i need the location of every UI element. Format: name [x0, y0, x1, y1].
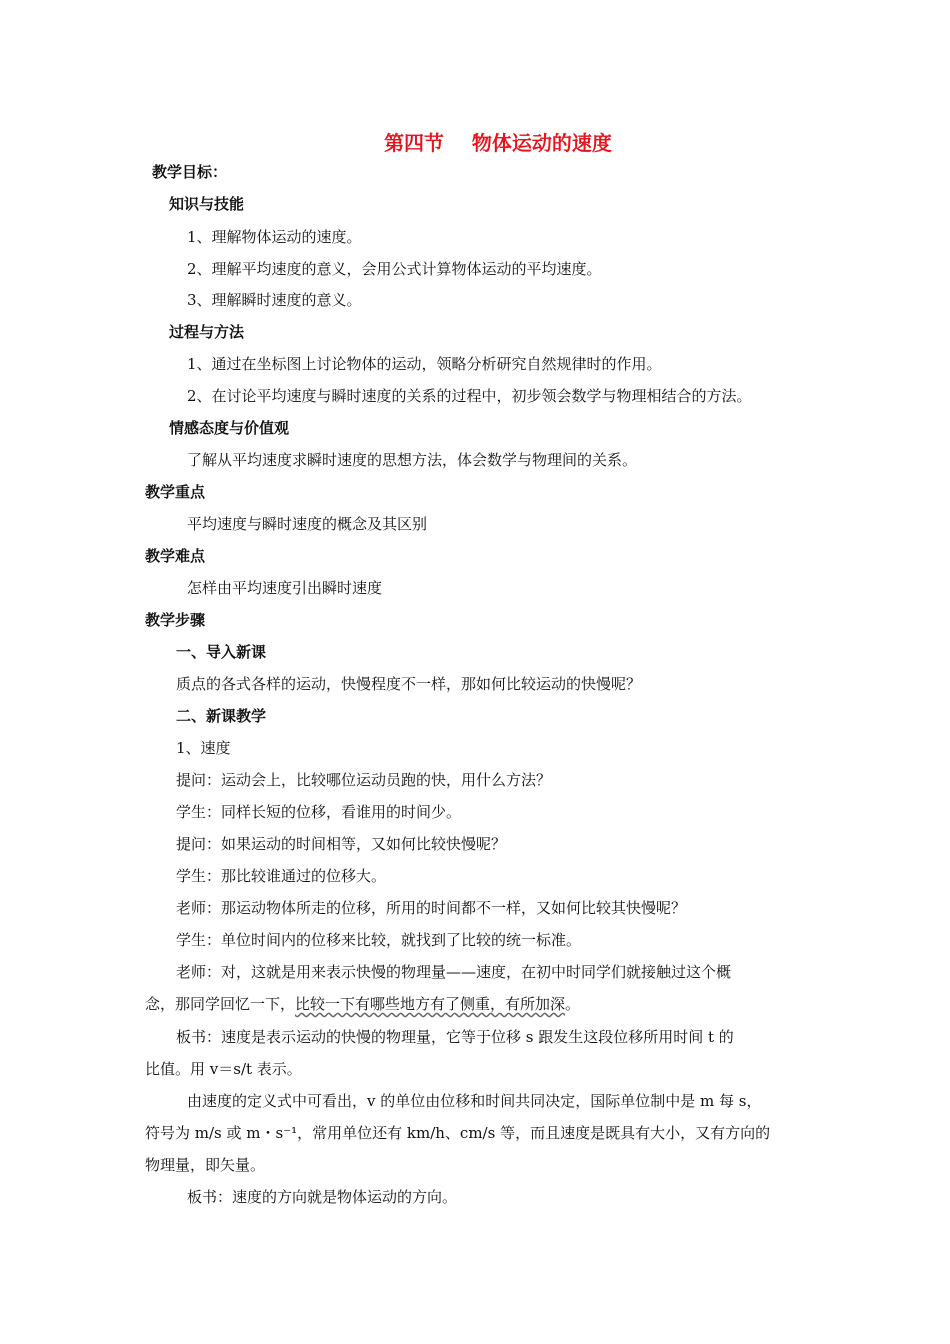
teacher-line-continued: [145, 994, 580, 1014]
board-note-continued: 比值。用 v＝s/t 表示。: [145, 1060, 302, 1078]
key-point-text: 平均速度与瞬时速度的概念及其区别: [187, 515, 428, 533]
knowledge-item: 2、理解平均速度的意义，会用公式计算物体运动的平均速度。: [187, 260, 602, 278]
difficulty-text: 怎样由平均速度引出瞬时速度: [187, 579, 383, 597]
process-item: 2、在讨论平均速度与瞬时速度的关系的过程中，初步领会数学与物理相结合的方法。: [187, 387, 752, 405]
teacher-text: 念，那同学回忆一下，: [145, 995, 296, 1013]
new-lesson-heading: 二、新课教学: [176, 707, 267, 725]
dialog-line: 学生：同样长短的位移，看谁用的时间少。: [176, 803, 462, 821]
underlined-text: 比较一下有哪些地方有了侧重，有所加深: [295, 995, 566, 1013]
knowledge-heading: 知识与技能: [169, 195, 245, 213]
intro-text: 质点的各式各样的运动，快慢程度不一样，那如何比较运动的快慢呢？: [176, 675, 642, 693]
dialog-line: 老师：那运动物体所走的位移，所用的时间都不一样，又如何比较其快慢呢？: [176, 899, 687, 917]
subsection-speed: 1、速度: [176, 739, 231, 757]
steps-heading: 教学步骤: [145, 611, 206, 629]
emotion-heading: 情感态度与价值观: [169, 419, 290, 437]
board-note: 板书：速度的方向就是物体运动的方向。: [187, 1188, 458, 1206]
difficulty-heading: 教学难点: [145, 547, 206, 565]
intro-heading: 一、导入新课: [176, 643, 267, 661]
definition-text: 物理量，即矢量。: [145, 1156, 266, 1174]
dialog-line: 提问：如果运动的时间相等，又如何比较快慢呢？: [176, 835, 507, 853]
process-item: 1、通过在坐标图上讨论物体的运动，领略分析研究自然规律时的作用。: [187, 355, 662, 373]
goals-heading: 教学目标：: [152, 163, 228, 181]
emotion-text: 了解从平均速度求瞬时速度的思想方法，体会数学与物理间的关系。: [187, 451, 638, 469]
definition-text: 由速度的定义式中可看出，v 的单位由位移和时间共同决定，国际单位制中是 m 每 s，: [187, 1092, 762, 1110]
page-title: 第四节 物体运动的速度: [384, 131, 612, 155]
board-note: 板书：速度是表示运动的快慢的物理量，它等于位移 s 跟发生这段位移所用时间 t 的: [176, 1028, 734, 1046]
process-heading: 过程与方法: [169, 323, 245, 341]
teacher-line: 老师：对，这就是用来表示快慢的物理量——速度，在初中时同学们就接触过这个概: [176, 963, 732, 981]
definition-text: 符号为 m/s 或 m・s⁻¹，常用单位还有 km/h、cm/s 等，而且速度是既具有大小，又有方向的: [145, 1124, 771, 1142]
teacher-text-end: 。: [565, 995, 581, 1013]
dialog-line: 学生：那比较谁通过的位移大。: [176, 867, 387, 885]
knowledge-item: 3、理解瞬时速度的意义。: [187, 291, 362, 309]
dialog-line: 学生：单位时间内的位移来比较，就找到了比较的统一标准。: [176, 931, 582, 949]
key-point-heading: 教学重点: [145, 483, 206, 501]
knowledge-item: 1、理解物体运动的速度。: [187, 228, 362, 246]
dialog-line: 提问：运动会上，比较哪位运动员跑的快，用什么方法？: [176, 771, 552, 789]
